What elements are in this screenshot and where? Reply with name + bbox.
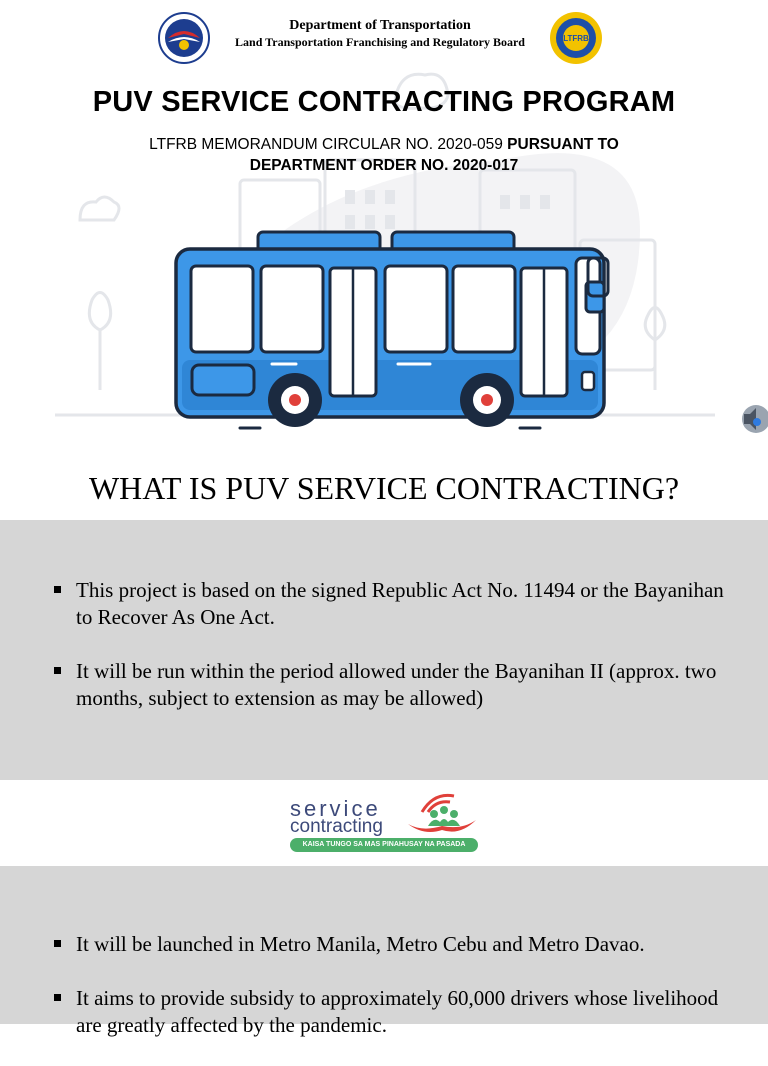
list-item-text: This project is based on the signed Republic Act No. 11494 or the Bayanihan to Recover As One Act. [76,578,724,629]
logo-word-service: service [290,796,381,821]
page-title: PUV SERVICE CONTRACTING PROGRAM [92,86,676,118]
section-heading: WHAT IS PUV SERVICE CONTRACTING? [88,470,680,506]
ltfrb-seal-icon [549,11,603,65]
list-item [52,931,732,958]
ltfrb-seal-text: LTFRB [563,34,589,43]
list-item [52,577,732,631]
speaker-icon[interactable] [738,402,768,434]
department-heading [215,17,545,50]
list-item-text: It will be launched in Metro Manila, Metro Cebu and Metro Davao. [76,932,645,956]
bullet-list-2 [52,931,732,1066]
subtitle-bold: PURSUANT TO DEPARTMENT ORDER NO. 2020-017 [249,136,619,174]
service-contracting-logo [286,788,482,856]
bullet-list-1 [52,577,732,739]
people-hands-icon [404,790,480,838]
bullet-square-icon [54,940,61,947]
bullet-square-icon [54,667,61,674]
bullet-square-icon [54,586,61,593]
logo-word-contracting: contracting [290,816,383,837]
list-item [52,658,732,712]
page-subtitle [124,134,644,176]
subtitle-normal: LTFRB MEMORANDUM CIRCULAR NO. 2020-059 [149,136,508,153]
list-item [52,985,732,1039]
list-item-text: It will be run within the period allowed under the Bayanihan II (approx. two months, subject to extension as may be allowed) [76,659,717,710]
dotr-seal-icon [158,12,210,64]
list-item-text: It aims to provide subsidy to approximately 60,000 drivers whose livelihood are greatly affected by the pandemic. [76,986,719,1037]
bullet-square-icon [54,994,61,1001]
department-line-1: Department of Transportation [289,18,471,33]
logo-tagline: KAISA TUNGO SA MAS PINAHUSAY NA PASADA [290,838,478,852]
department-line-2: Land Transportation Franchising and Regulatory Board [235,35,525,49]
